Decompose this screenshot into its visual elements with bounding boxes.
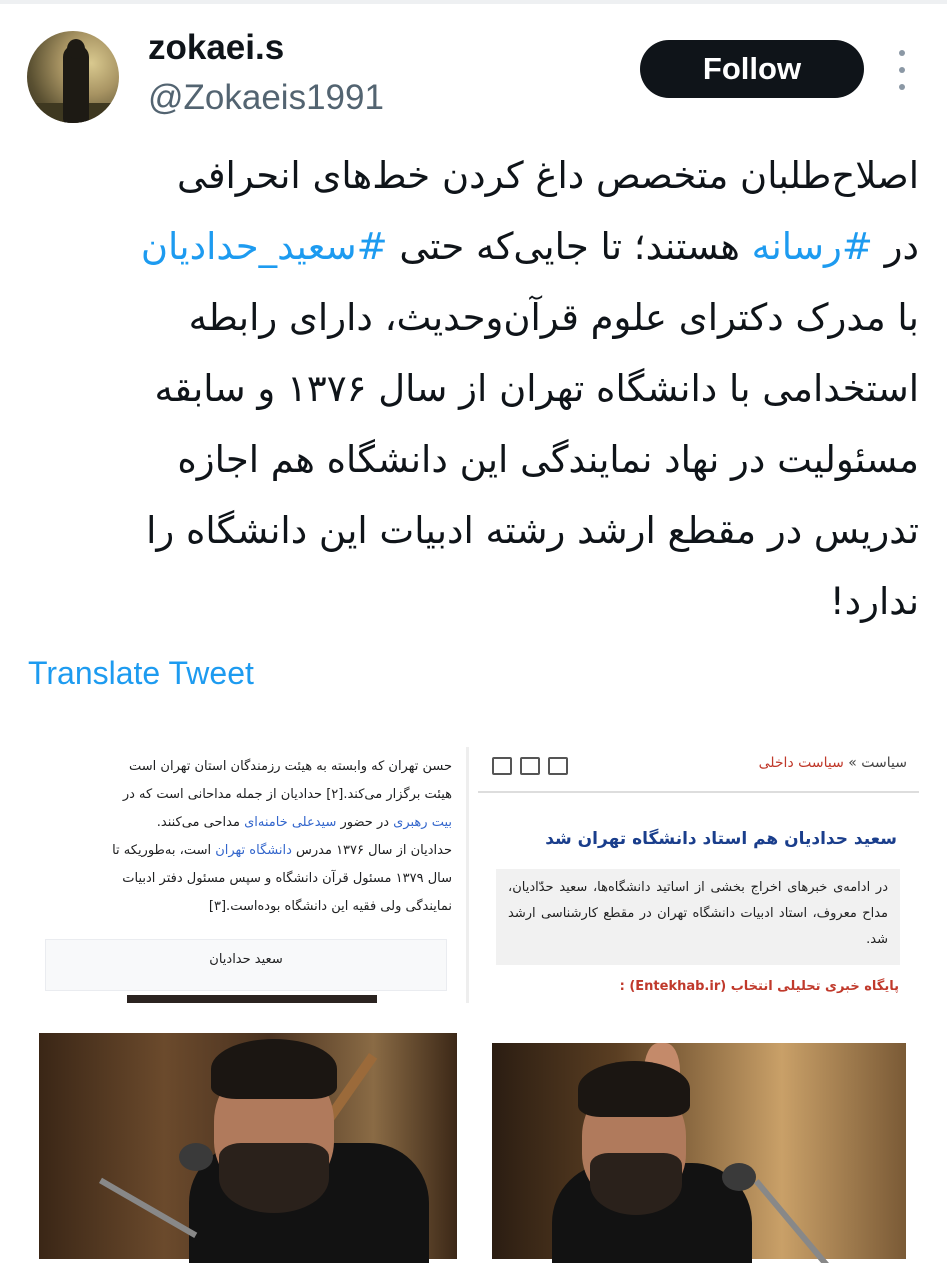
avatar[interactable] <box>27 31 119 123</box>
tweet-line: مسئولیت در نهاد نمایندگی این دانشگاه هم اجازه <box>177 438 919 481</box>
news-lead: در ادامه‌ی خبرهای اخراج بخشی از اساتید دانشگاه‌ها، سعید حدّادیان، مداح معروف، استاد ادبیات دانشگاه تهران در مقطع کارشناسی ارشد شد. <box>496 869 900 965</box>
infobox-caption: سعید حدادیان <box>45 939 447 991</box>
tweet-line: اصلاح‌طلبان متخصص داغ کردن خط‌های انحرافی <box>177 154 919 197</box>
wiki-excerpt: حسن تهران که وابسته به هیئت رزمندگان استان تهران است هیئت برگزار می‌کند.[۲] حدادیان از جمله مداحانی است که در بیت رهبری در حضور سیدعلی خامنه‌ای مداحی می‌کنند. حدادیان از سال ۱۳۷۶ مدرس دانشگاه تهران است، به‌طوریکه تا سال ۱۳۷۹ مسئول قرآن دانشگاه و سپس مسئول دفتر ادبیات نمایندگی ولی فقیه این دانشگاه بوده‌است.[۳] <box>112 759 452 914</box>
news-source: پایگاه خبری تحلیلی انتخاب (Entekhab.ir) : <box>619 979 899 994</box>
tweet-line: ندارد! <box>829 580 919 623</box>
top-divider <box>0 0 947 4</box>
breadcrumb: سیاست » سیاست داخلی <box>758 755 907 771</box>
media-image-wiki[interactable] <box>27 747 469 1003</box>
tweet-line: تدریس در مقطع ارشد رشته ادبیات این دانشگاه را <box>146 509 919 552</box>
tweet-line: با مدرک دکترای علوم قرآن‌وحدیث، دارای رابطه <box>188 296 919 339</box>
media-grid <box>27 747 919 1263</box>
media-image-photo-1[interactable] <box>27 1011 469 1263</box>
media-image-photo-2[interactable] <box>478 1011 919 1263</box>
news-headline: سعید حدادیان هم استاد دانشگاه تهران شد <box>545 829 897 849</box>
more-vertical-icon[interactable] <box>892 50 912 90</box>
infobox-photo <box>127 995 377 1003</box>
article-tools <box>492 757 568 775</box>
email-icon <box>520 757 540 775</box>
print-icon <box>492 757 512 775</box>
hashtag-link[interactable]: #رسانه <box>751 225 873 268</box>
tweet-line: در #رسانه هستند؛ تا جایی‌که حتی #سعید_حدادیان <box>140 225 919 268</box>
translate-tweet-link[interactable]: Translate Tweet <box>28 655 254 691</box>
divider <box>478 791 919 793</box>
tweet-line: استخدامی با دانشگاه تهران از سال ۱۳۷۶ و سابقه <box>154 367 919 410</box>
speaker-photo <box>492 1043 906 1259</box>
speaker-photo <box>39 1033 457 1259</box>
save-icon <box>548 757 568 775</box>
hashtag-link[interactable]: #سعید_حدادیان <box>140 225 388 268</box>
display-name[interactable]: zokaei.s <box>148 28 285 67</box>
follow-button[interactable]: Follow <box>640 40 864 98</box>
tweet-text <box>19 140 919 637</box>
user-handle[interactable]: @Zokaeis1991 <box>148 78 384 117</box>
media-image-news[interactable] <box>478 747 919 1003</box>
